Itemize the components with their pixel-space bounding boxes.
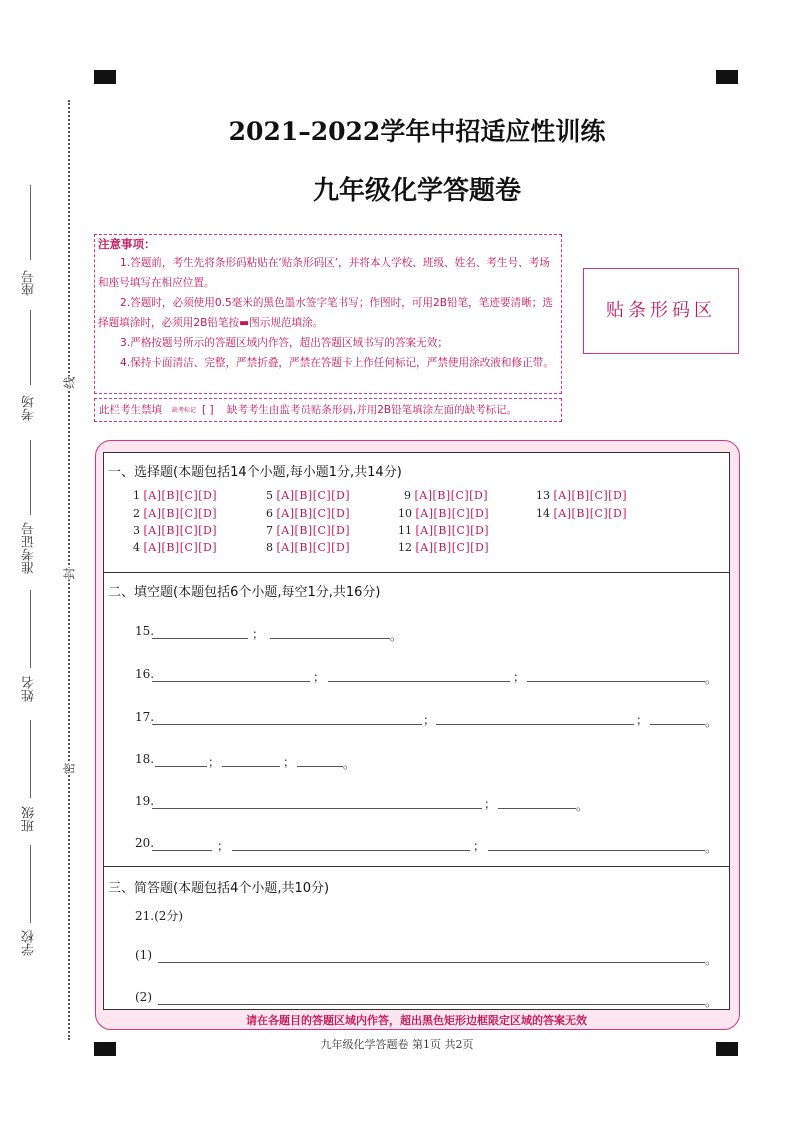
- exam-room-line[interactable]: [30, 310, 31, 385]
- q17-blank-1[interactable]: [152, 724, 422, 725]
- q15-period: 。: [390, 629, 403, 643]
- choice-section-title: 一、选择题(本题包括14个小题,每小题1分,共14分): [108, 465, 402, 480]
- fill-section-title: 二、填空题(本题包括6个小题,每空1分,共16分): [108, 585, 381, 600]
- q19-semicolon: ；: [484, 797, 497, 811]
- q18-blank-3[interactable]: [297, 766, 343, 767]
- barcode-area[interactable]: 贴条形码区: [583, 268, 739, 354]
- q21-part-1-label: (1): [135, 948, 152, 962]
- q19-blank-1[interactable]: [152, 808, 482, 809]
- q16-semicolon-1: ；: [313, 670, 326, 684]
- q16-period: 。: [705, 672, 718, 686]
- q17-number: 17.: [135, 710, 155, 724]
- q16-number: 16.: [135, 667, 155, 681]
- mc-question-6[interactable]: 6 [A][B][C][D]: [266, 507, 351, 520]
- class-label: 班级: [22, 806, 37, 832]
- seal-char-seal: 封: [59, 567, 80, 579]
- absent-tiny-label: 缺考标记: [172, 406, 197, 414]
- answer-area-warning: 请在各题目的答题区域内作答，超出黑色矩形边框限定区域的答案无效: [246, 1014, 587, 1027]
- q21-label: 21.(2分): [135, 909, 184, 923]
- exam-title: 2021–2022学年中招适应性训练: [228, 117, 606, 146]
- q15-semicolon: ；: [252, 627, 265, 641]
- absent-mark-row: [94, 398, 562, 422]
- mc-question-1[interactable]: 1 [A][B][C][D]: [133, 489, 218, 502]
- section-divider-2: [103, 866, 730, 867]
- q21-part-2-line[interactable]: [158, 1004, 705, 1005]
- q19-period: 。: [576, 799, 589, 813]
- q15-blank-1[interactable]: [152, 638, 248, 639]
- notice-item-1: 1.答题前，考生先将条形码粘贴在‘贴条形码区’，并将本人学校、班级、姓名、考生号、考场和座号填写在相应位置。: [98, 257, 550, 289]
- name-label: 姓名: [22, 676, 37, 702]
- notice-item-3: 3.严格按题号所示的答题区域内作答，超出答题区域书写的答案无效；: [120, 337, 448, 349]
- mc-question-12[interactable]: 12 [A][B][C][D]: [398, 541, 490, 554]
- registration-mark-top-left: [94, 70, 116, 84]
- mc-question-9[interactable]: 9 [A][B][C][D]: [404, 489, 489, 502]
- q17-semicolon-1: ；: [423, 713, 436, 727]
- q18-blank-2[interactable]: [222, 766, 280, 767]
- q21-part-2-period: 。: [705, 995, 718, 1009]
- mc-question-2[interactable]: 2 [A][B][C][D]: [133, 507, 218, 520]
- seat-number-label: 座号: [22, 270, 37, 296]
- q18-blank-1[interactable]: [155, 766, 207, 767]
- q17-blank-2[interactable]: [436, 724, 634, 725]
- q21-part-1-line[interactable]: [158, 962, 705, 963]
- notice-heading: 注意事项：: [98, 237, 156, 251]
- mc-question-5[interactable]: 5 [A][B][C][D]: [266, 489, 351, 502]
- seal-char-line: 线: [59, 376, 80, 388]
- mc-question-14[interactable]: 14 [A][B][C][D]: [536, 507, 628, 520]
- registration-mark-top-right: [716, 70, 738, 84]
- q20-semicolon-2: ；: [473, 839, 486, 853]
- page-footer: 九年级化学答题卷 第1页 共2页: [320, 1038, 474, 1051]
- q16-semicolon-2: ；: [513, 670, 526, 684]
- q19-blank-2[interactable]: [498, 808, 576, 809]
- notice-item-2: 2.答题时，必须使用0.5毫米的黑色墨水签字笔书写；作图时，可用2B铅笔，笔迹要清晰；选择题填涂时，必须用2B铅笔按▬图示规范填涂。: [98, 297, 553, 329]
- mc-question-11[interactable]: 11 [A][B][C][D]: [398, 524, 490, 537]
- notice-item-4: 4.保持卡面清洁、完整，严禁折叠，严禁在答题卡上作任何标记，严禁使用涂改液和修正带。: [120, 357, 554, 369]
- q20-number: 20.: [135, 836, 155, 850]
- q20-blank-1[interactable]: [152, 850, 212, 851]
- name-line[interactable]: [30, 590, 31, 668]
- q21-part-1-period: 。: [705, 953, 718, 967]
- q20-blank-2[interactable]: [232, 850, 470, 851]
- q18-period: 。: [343, 757, 356, 771]
- mc-question-7[interactable]: 7 [A][B][C][D]: [266, 524, 351, 537]
- q15-blank-2[interactable]: [270, 638, 390, 639]
- exam-subtitle: 九年级化学答题卷: [312, 176, 521, 206]
- q17-semicolon-2: ；: [636, 713, 649, 727]
- q18-semicolon-1: ；: [208, 755, 221, 769]
- q15-number: 15.: [135, 624, 155, 638]
- exam-room-label: 考场: [22, 395, 37, 421]
- q19-number: 19.: [135, 794, 155, 808]
- q21-part-2-label: (2): [135, 990, 152, 1004]
- mc-question-8[interactable]: 8 [A][B][C][D]: [266, 541, 351, 554]
- mc-question-4[interactable]: 4 [A][B][C][D]: [133, 541, 218, 554]
- admission-number-label: 准考证号: [22, 522, 37, 574]
- section-divider-1: [103, 572, 730, 573]
- absent-instruction: 缺考考生由监考员贴条形码,并用2B铅笔填涂左面的缺考标记。: [226, 404, 518, 416]
- short-section-title: 三、简答题(本题包括4个小题,共10分): [108, 881, 330, 896]
- q20-semicolon-1: ；: [217, 839, 230, 853]
- notice-box: [94, 234, 562, 394]
- q20-blank-3[interactable]: [488, 850, 705, 851]
- q18-number: 18.: [135, 752, 155, 766]
- q16-blank-2[interactable]: [328, 681, 510, 682]
- school-line[interactable]: [30, 845, 31, 923]
- admission-number-line[interactable]: [30, 440, 31, 515]
- q18-semicolon-2: ；: [283, 755, 296, 769]
- q16-blank-1[interactable]: [152, 681, 310, 682]
- school-label: 学校: [22, 930, 37, 956]
- mc-question-10[interactable]: 10 [A][B][C][D]: [398, 507, 490, 520]
- seal-char-secret: 密: [59, 762, 80, 774]
- mc-question-3[interactable]: 3 [A][B][C][D]: [133, 524, 218, 537]
- absent-label: 此栏考生禁填: [99, 404, 162, 416]
- q16-blank-3[interactable]: [527, 681, 705, 682]
- mc-question-13[interactable]: 13 [A][B][C][D]: [536, 489, 628, 502]
- absent-checkbox[interactable]: [ ]: [202, 404, 214, 416]
- q17-period: 。: [705, 715, 718, 729]
- q20-period: 。: [705, 841, 718, 855]
- class-line[interactable]: [30, 720, 31, 798]
- q17-blank-3[interactable]: [650, 724, 705, 725]
